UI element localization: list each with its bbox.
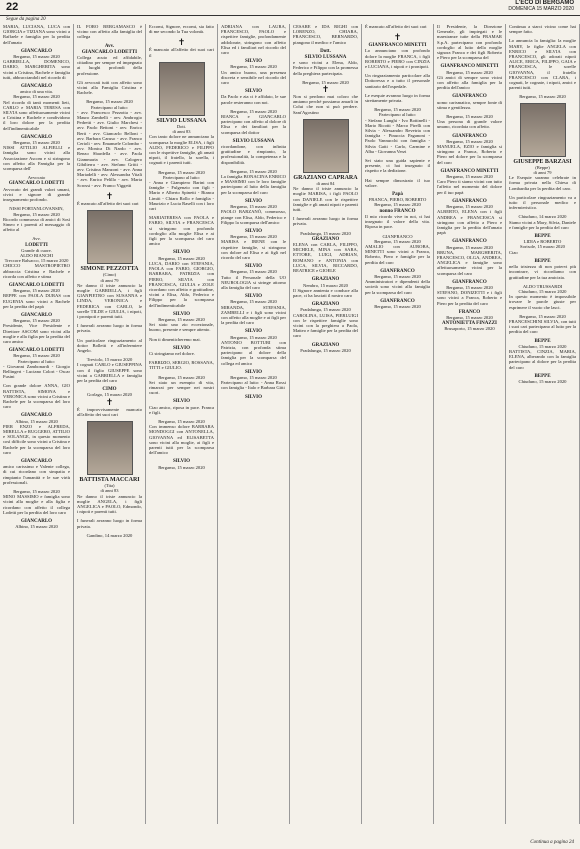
notice-name: GIANCARLO LODETTI [8,348,65,354]
notice-text: Eccomi, Signore, eccomi, sia fatto di me secondo la Tua volontà. [149,24,214,35]
notice-caption: Grande di cuore. [21,247,52,253]
notice-text: Lo annuncia la famiglia: la moglie MARY, le figlie ANGELA con ENRICO e SILVIA con FRANCESCO, gli adorati nipoti ALICE, ERICA, FILIPPO, GAIA e FRANCESCA, le sorelle GIOVANNA, il fratello FRANCESCO con CLARA, i cognati, le cognate, i nipoti, amici e parenti tutti. [509,38,576,91]
notice-caption: Bergamo, 15 marzo 2020 [13,489,60,495]
notice-caption: Brusaporto, 15 marzo 2020 [444,326,495,332]
notice-text: CESARE e IDA RIGHI con LORENZO, CHIARA, FRANCESCO, BERNARDO, piangono il medico e l'amico [293,24,358,45]
notice-name: SILVIO [172,399,191,405]
notice-text: MANUELA, EZIO e famiglia si stringono a Franca, Roberto e Piero nel dolore per la scomparsa del caro [437,144,502,165]
age-note: di anni 83 [172,129,191,135]
notice-text: Non ti dimenticheremo mai. [149,336,201,342]
notice-name: GIANFRANCO [380,268,415,274]
notice-text: Le Esequie saranno celebrate in forma privata nella Chiesa di Lombardia per la perdita del caro. [509,175,576,191]
cross-icon: ✝ [105,190,114,201]
portrait-photo [520,103,566,157]
nickname: (Tita) [104,483,115,489]
notice-caption: NISSI PORTANLOVANSIN, Bergamo, 15 marzo 2020 [9,206,64,217]
notice-caption: Chiuduno, 15 marzo 2020 [518,378,567,384]
column-6 [362,24,434,824]
notice-text: Non si perdono mai coloro che amiamo perché possiamo amarli in Colui che non si può perdere. Sant'Agostino [293,94,358,115]
notice-text: Hai sempre dimostrato il tuo valore. [365,177,430,188]
notice-text: MARIA, LUCIANA, LUCA con GIORGIA e TIZIANA sono vicini a Raffaele e famiglia per la perdita dell'amato [3,24,70,45]
obituary-photo-block [293,119,358,186]
obituary-photo-block [509,103,576,176]
notice-name: ANTONIETTA FINAZZI [442,321,497,327]
notice-name: SILVIO [244,294,263,300]
deceased-name: SIMONE PEZZOTTA [80,266,139,273]
cross-icon: ✝ [105,396,114,407]
notice-text: Ci stringiamo nel dolore. [149,350,195,356]
notice-name: SILVIO [244,59,263,65]
notice-name: SILVIO [172,250,191,256]
notice-caption: Bergamo, 15 marzo 2020 [230,269,277,275]
notice-text: - Stefano Lunghi - Ivo Bottinelli - Mario Ricotti - Marco Pirelli con Silvia - Alessandro Revetria con famiglia - Pinuccia Paganoni - Paolo Vannucchi con famiglia - Silvia Gatti - Carlo, Carmine e Alba - Giovanna Verzi [365,117,430,154]
notice-name: SILVIO [172,459,191,465]
notice-name: FRANCO [458,309,481,315]
notice-caption: Partecipano al lutto: [379,112,416,118]
notice-caption: Bergamo, 15 marzo 2020 [158,169,205,175]
notice-caption: Bergamo, 15 marzo 2020 [86,99,133,105]
notice-caption: amico di una vita. [20,89,53,95]
notice-name: GIANFRANCO [380,298,415,304]
notice-caption: Partecipano al lutto: [163,174,200,180]
continuation-bottom: Continua a pagina 24 [530,840,574,845]
age-note: di anni 83 [100,488,119,494]
notice-name: GIANCARLO [20,84,53,90]
notice-caption: Bergamo, 15 marzo 2020 [230,204,277,210]
page-header [0,0,580,16]
notice-caption: Albino, 15 marzo 2020 [15,418,58,424]
notice-caption: ALDO TRUSSARDI [522,283,563,289]
notice-name: GIANCARLO [20,459,53,465]
notice-text: - Anna e Giampiero Barini con famiglie - Fulgenzio con figli - Mario e Alberto Spinetti - Bianca Limiti - Chiara Rollo e famiglia - Maurizio e Lucia Raselli con i loro cari [149,180,214,212]
notice-name: SILVIO [244,369,263,375]
notice-name: SILVIO [244,329,263,335]
notice-text: MARISA e IRENE con le rispettive famiglie, si stringono con dolore ad Elisa e ai figli nel ricordo del caro [221,239,286,260]
notice-text: Avvocato dei grandi valori umani, civici e signore di grande insegnamento profondo. [3,186,70,203]
notice-caption: Bergamo, 15 marzo 2020 [230,374,277,380]
notice-text: ADRIANA con LAURA, FRANCESCO, PAOLO e rispettive famiglie, profondamente addolorate, stringono con affetto Elisa ed i familiari nel ricordo del caro [221,24,286,56]
notice-text: Il Presidente, la Direzione Generale, gli impiegati e le maestranze tutte della FRAMAR S.p.A. partecipano con profondo cordoglio al lutto della moglie signora Franca e dei figli Roberto e Piero per la scomparsa del [437,24,502,61]
notice-name: LODETTI [25,242,48,248]
notice-name: GIANFRANCO MINETTI [368,43,427,49]
continuation-top: Segue da pagina 20 [6,17,46,22]
notice-text: PAOLO BARZANÒ, commosso, piange con Elisa, Aldo, Federico e Filippo la scomparsa dell'amico [221,209,286,225]
notice-caption: Bergamo, 15 marzo 2020 [374,202,421,208]
notice-name: GRAZIANO [311,302,340,308]
notice-caption: Bergamo, 15 marzo 2020 [374,273,421,279]
notice-caption: Bergamo, 15 marzo 2020 [158,374,205,380]
notice-text: Gli avvocati tutti con affetto sono vicini alla Famiglia Cristina e Rachele. [77,79,142,96]
notice-caption: GIANFRANCO [382,233,413,239]
notice-text: MINO MASSIMO e famiglia sono vicini alla moglie e alla figlia e ricordano con affetto il collega Lodetti per la perdita del loro caro [3,494,70,515]
obituary-photo-block [77,421,142,494]
column-7 [434,24,506,824]
notice-caption: Chiuduno, 15 marzo 2020 [518,343,567,349]
notice-text: BEPPE con PAOLA DURAS con EUGENIA sono vicini a Rachele per la perdita del papà [3,293,70,309]
notice-caption: Bergamo, 15 marzo 2020 [158,464,205,470]
notice-caption: Bergamo, 15 marzo 2020 [446,314,493,320]
nickname: (Beppe) [535,164,550,170]
notice-text: Ricordo commosso di amici di Sosì Simeo e i parenti al messaggio di affetto al [3,216,70,233]
notice-text: Ciao amico, riposa in pace. Franca e figli. [149,404,214,415]
notice-caption: Bergamo, 15 marzo 2020 [230,64,277,70]
notice-text: Con immenso dolore BARBARA MONDOGGI con ANTONELLA, GIOVANNA ed ELISABETTA sono vicini alla moglie, ai figli e parenti tutti per la scomparsa dell'amico [149,424,214,456]
notice-text: È mancato all'affetto dei suoi cari [77,200,139,206]
notice-name: GIANFRANCO [452,133,487,139]
notice-caption: Bergamo, 15 marzo 2020 [13,353,60,359]
notice-name: nonno FRANCO [379,208,416,214]
notice-text: e sono vicini a Elena, Aldo, Federico e Filippo con la promessa della preghiera partecipata. [293,60,358,76]
column-8 [506,24,580,824]
notice-text: Gli amici di sempre sono vicini con affetto alla famiglia per la perdita dell'amico [437,74,502,91]
notice-text: AMALIO con AUROBA, MINETTI sono vicini a Franca, Roberto, Piero e famiglie per la perdita del caro [365,243,430,265]
notice-text: GABRIELLA, DOMENICO, DARIO, MARGHERITA sono vicini a Cristina, Rachele e famiglia tutti, abbracciandoli nel ricordo di [3,59,70,80]
notice-name: GIANFRANCO MINETTI [440,168,499,174]
notice-name: BEPPE [534,258,551,264]
notice-name: GIANCARLO LODETTI [8,181,65,187]
notice-caption: Bergamo, 15 marzo 2020 [13,54,60,60]
deceased-name: BATTISTA MACCARI [79,476,140,483]
notice-caption: Bergamo, 15 marzo 2020 [446,174,493,180]
notice-text: Ne danno il triste annuncio la moglie MARISA, i figli PAOLO con DANIELE con le rispettive famiglie e gli amati nipoti e parenti tutti. [293,186,358,213]
notice-caption: Sorisole, 15 marzo 2020 [520,244,565,250]
notice-text: Nel ricordo di tanti momenti lieti, CARLO e MARIA TERESA con SILVIA sono affettuosamente vicini a Cristina e Rachele e condividono il loro dolore per la perdita dell'indimenticabile [3,99,70,131]
notice-caption: Bergamo, 15 marzo 2020 [230,234,277,240]
notice-text: FRANCESCHINI SILVIA, con tutti i suoi cari partecipano al lutto per la perdita del caro [509,318,576,335]
notice-caption: Treccore Balsacco, 15 marzo 2020 [4,258,69,264]
notice-caption: Bergamo, 15 marzo 2020 [230,108,277,114]
nickname: (Cimo) [103,272,116,278]
notice-text: Una persona di grande valore umano, ricordata con affetto. [437,119,502,130]
notice-caption: Gandino, 14 marzo 2020 [86,532,133,538]
notice-caption: Bergamo, 15 marzo 2020 [13,140,60,146]
notice-text: LUCA, DARIO con STEFANIA, PAOLA con FABIO, GIORGIO, BARBARA, PATRIZIA con PIERO, SILVIA con FRANCESCA, GIULIA e ZOLE ricordano con affetto e gratitudine, vicini a Elisa, Aldo, Federico e Filippo per la scomparsa dell'indimenticabile [149,260,214,308]
notice-text: Partecipano al lutto: - Anna Rossi con famiglia - Italo e Barbara Gitti [221,380,286,391]
notice-text: BATTISTA, CINZIA, MARIA, ELENA, alberando con la famiglia partecipano al dolore per la perdita del caro [509,348,576,370]
notice-caption: Bergamo, 15 marzo 2020 [158,316,205,322]
notice-caption: Bergamo, 15 marzo 2020 [302,79,349,85]
cross-icon: ✝ [393,32,402,43]
notice-name: CIMO [102,387,117,393]
portrait-photo [87,421,133,475]
notice-text: FABRIZIO, SERGIO, ROSSANA, TITTI e GIULIO. [149,360,214,371]
notice-text: Sei stato una guida sapiente e presente, ci hai insegnato il rispetto e la dedizione. [365,158,430,174]
notice-name: GIANCARLO [20,312,53,318]
notice-caption: Avvocato [27,175,46,181]
notice-caption: Bergamo, 15 marzo 2020 [230,299,277,305]
notice-text: Il mio ricordo vive in noi, ci hai insegnato il valore della vita. Riposa in pace. [365,213,430,230]
notice-name: Avv. [104,43,115,49]
notice-text: Con tanto dolore ne annunciano la scomparsa la moglie ELISA, i figli ALDO, FEDERICO e FILIPPO con le rispettive famiglie, gli amati nipoti, il fratello, la sorella, i cognati e i parenti tutti. [149,134,214,166]
notice-caption: Bergamo, 15 marzo 2020 [374,107,421,113]
notice-text: Ne danno il triste annuncio la moglie ANGELA, i figli ANGELICA e PAOLO, Edmondo, i nipoti e parenti tutti. [77,493,142,515]
publication-name: L'ECO DI BERGAMO [515,0,574,6]
notice-name: SILVIO LUSSANA [232,138,275,144]
notice-text: Da Paolo e zia ci è affidato, le sue parole resteranno con noi. [221,94,286,105]
notice-text: Lo annunciano con profondo dolore la moglie FRANCA, i figli ROBERTO e PIERO con CINZIA e LUCIANA, i nipoti e i pronipoti. [365,48,430,70]
notice-text: Un ringraziamento particolare alla Dottoressa e a tutto il personale sanitario dell'ospedale. [365,73,430,89]
notice-name: BEPPE [534,338,551,344]
notice-caption: Bergamo, 15 marzo 2020 [230,168,277,174]
notice-caption: Bergamo, 15 marzo 2020 [13,94,60,100]
notice-caption: Bergamo, 15 marzo 2020 [446,204,493,210]
notice-caption: Bergamo, 15 marzo 2020 [519,313,566,319]
notice-text: Tutto il Personale della UO NEUROLOGIA si stringe attorno alla famiglia del caro [221,274,286,290]
notice-text: Amministratori e dipendenti della società sono vicini alla famiglia per la scomparsa del caro [365,279,430,295]
notice-text: nella tristezza di non potervi più incontrare, vi ricordiamo con gratitudine per la tua amicizia. [509,264,576,280]
notice-text: Caro Piero ti siamo vicini con tutto l'affetto nel momento del dolore per il tuo papà [437,179,502,195]
notice-name: GIANCARLO [20,413,53,419]
notice-text: In questo momento è impossibile trovare le parole giuste per esprimere il vuoto che lasci. [509,294,576,310]
column-3 [146,24,218,824]
notice-caption: LIDIA e ROBERTO [523,239,562,245]
notice-name: GIANFRANCO [452,198,487,204]
notice-name: GIANCARLO LODETTI [8,282,65,288]
notice-caption: Bergamo, 15 marzo 2020 [13,318,60,324]
age-note: di anni 79 [100,277,119,283]
deceased-name: GRAZIANO CAPRARA [293,174,358,181]
column-4 [218,24,290,824]
notice-caption: Bergamo, 15 marzo 2020 [446,69,493,75]
notice-text: - avv. Francesco Pezzotta - avv. Mauro Zambelli - avv. Ambrogio Pedretti - avv. Giulio Marchesi - avv. Paolo Bettoni - avv. Enrico Berti - avv. Giancarlo Belloni - avv. Barbara Caruso - avv. Franco Cerioli - avv. Emanuele Colombo - avv. Monica Di Nardo - avv. Renzo Sbardella - avv. Paola Giammaria - avv. Calogero Gibilterra - avv. Stefano Gritti - avv. Cristina Manzoni - avv. Anna Mariadelli - avv. Alessandra Vitali - avv. Enrico Pelillo - avv. Marta Scrossi - avv. Franco Viggetti [77,109,142,188]
notice-text: Il Signore annienta e conduce alla pace, ci ha lasciati il nostro caro [293,287,358,298]
notice-text: È improvvisamente mancato all'affetto dei suoi cari [77,406,142,417]
notice-text: CHICCO MASTROPIETRO abbraccia Cristina e Rachele e ricorda con affetto e stima [3,263,70,279]
notice-text: NISSI ATTILIO ALFIELLI e famiglia sono vicini alla Associazione Ascom e si stringono con affetto alla Famiglia per la scomparsa dell' [3,145,70,172]
notice-name: GIANCARLO [20,519,53,525]
notice-name: SILVIO [244,89,263,95]
notice-text: I funerali avranno luogo in forma privata. [77,323,142,334]
notice-name: SILVIO [244,394,263,400]
notice-caption: Chiuduno, 15 marzo 2020 [518,288,567,294]
notice-caption: Albino, 15 marzo 2020 [15,524,58,530]
notice-text: I funerali avranno luogo in forma privata. [293,216,358,227]
notice-caption: Pradalunga, 15 marzo 2020 [300,230,351,236]
notice-caption: Treviolo, 15 marzo 2020 [86,357,133,363]
deceased-name: GIUSEPPE BARZASI [513,158,572,165]
notice-caption: Avv. [32,236,41,242]
notice-text: ANTONIO BOTTURI con Patrizia, con profonda stima partecipano al dolore della famiglia per la scomparsa del collega ed amico [221,339,286,366]
notice-text: Siamo vicini a Mary, Silvia, Daniele e famiglie per la perdita del caro [509,219,576,230]
notice-caption: Bergamo, 15 marzo 2020 [446,244,493,250]
notice-text: Collega acuto ed affidabile, cittadino per sempre ed impegnato ai luoghi profondi della professione. [77,55,142,76]
notice-text: Ciao [509,249,518,255]
notice-name: Dott. [320,48,331,54]
notice-caption: Gorlago, 15 marzo 2020 [87,392,132,398]
notice-caption: Nembro, 15 marzo 2020 [303,282,348,288]
column-2 [74,24,146,824]
notice-name: SILVIO [244,198,263,204]
notice-name: GIANFRANCO [452,239,487,245]
notice-text: ELENA con CARLA, FILIPPO, MICHELE, MINA con SARA, ETTORE, LUIGI, ADRIAN, ROMANO e ANTONIA con LUCA, SILVIA, RICCARDO, BEATRICE e GIOELE [293,242,358,274]
notice-text: - Giovanni Zambonardi - Giorgio Bellingeri - Luciano Colori - Oscar Fusini [3,363,70,380]
deceased-name: SILVIO LUSSANA [156,117,207,124]
notice-caption: Pradalunga, 15 marzo 2020 [300,347,351,353]
notice-text: Sei stato un esempio di vita, rimarrai per sempre nei nostri cuori. [149,379,214,396]
notice-caption: Bergamo, 15 marzo 2020 [158,418,205,424]
notice-text: MIRANDA, STEFANIA, ZAMBELLI e i figli sono vicini con affetto alla moglie e ai figli per la perdita del caro [221,304,286,326]
publication-date: DOMENICA 15 MARZO 2020 [508,5,574,12]
notice-text: IL FORO BERGAMASCO è vicino con affetto alla famiglia del collega [77,24,142,40]
notice-name: GRAZIANO [311,236,340,242]
notice-name: GIANFRANCO [452,279,487,285]
notice-text: Presidente, Vice Presidente e Direttore ASCOM sono vicini alla moglie e alla figlia per la perdita del caro amico [3,323,70,344]
notice-text: È mancato all'affetto dei suoi cari [365,24,427,29]
notice-text: Con grande dolore ANNA, GIO BATTISTA, SIMONA e VERONICA sono vicini a Cristina e Rachele per la scomparsa del loro caro [3,383,70,410]
notice-name: SILVIO [172,311,191,317]
nickname: di anni 84 [316,181,335,187]
notice-text: uomo carismatico, sempre fonte di stima e gentilezza. [437,99,502,110]
cross-icon: ✝ [321,84,330,95]
notice-name: GIANCARLO [20,48,53,54]
notice-caption: Bergamo, 15 marzo 2020 [158,255,205,261]
nickname: Dott. [176,124,187,130]
notice-text: La famiglia BONACINA ENRICO e MASSIMO con le loro famiglie partecipano al lutto della famiglia per la scomparsa del caro [221,174,286,195]
notice-caption: Bergamo, 15 marzo 2020 [446,114,493,120]
portrait-photo [87,210,133,264]
notice-name: SILVIO [244,264,263,270]
column-5 [290,24,362,824]
notice-caption: Bergamo, 15 marzo 2020 [13,288,60,294]
obituary-photo-block [149,62,214,135]
notice-caption: Bergamo, 15 marzo 2020 [446,138,493,144]
notice-name: Papà [392,192,403,198]
notice-name: GIANFRANCO [452,94,487,100]
notice-text: ricordandone, con infinita gratitudine e rimpianto, la professionalità, la competenza e la disponibilità. [221,144,286,165]
notice-text: PIER ENZO e ALFREDA, MIRELLA e RUGGERO, ATTILIO e SOLANGE, in questo momento così difficile sono vicini a Cristina e Rachele per la scomparsa del loro caro [3,423,70,455]
portrait-photo [303,119,349,173]
publication-info [508,1,574,12]
notice-caption: FRANCA, PIERO, ROBERTO [368,197,427,203]
notice-caption: ALDO BIANCHI [19,252,54,258]
notice-text: BRUNA, MARGHERITA, FRANCESCO, OLGA, ANDREA, ANGELICA e famiglie sono affettuosamente vicini per la scomparsa del caro [437,249,502,276]
notice-caption: Bergamo, 15 marzo 2020 [519,94,566,100]
notice-name: GRAZIANO [311,277,340,283]
notice-text: Un amico buono, una presenza discreta e sensibile nel ricordo del caro [221,69,286,86]
notice-name: BEPPE [534,234,551,240]
notice-text: ALBERTO, ELENA con i figli ANDREA e FRANCESCA si stringono con affetto a Piero e famiglia per la perdita dell'amato papà [437,209,502,236]
notice-text: BIANCA e GIANCARLO partecipano con affetto al dolore di Elisa e dei familiari per la scomparsa del dottor [221,114,286,135]
notice-name: SILVIO LUSSANA [304,55,347,61]
notice-text: Un particolare ringraziamento al dottor Bolletti e all'infermiere Angelo. [77,337,142,353]
notice-caption: Bergamo, 15 marzo 2020 [374,238,421,244]
notice-name: SILVIO [244,228,263,234]
notice-text: Un particolare ringraziamento va a tutto il personale medico e infermieristico. [509,194,576,211]
notice-text: Ne danno il triste annuncio la moglie GABRIELLA, i figli GIANPIETRO con SUSANNA e LINDA, VERONICA e FEDERICA con CARLO, le sorelle TILDE e GIULIA, i nipoti, i pronipoti e parenti tutti. [77,282,142,319]
notice-text: I cognati CARLO e GIUSEPPINA con il figlio GIUSEPPE sono vicini a GABRIELLA e famiglia per la perdita del caro [77,362,142,383]
notice-name: SILVIO [172,345,191,351]
notice-text: È mancato all'affetto dei suoi cari il [149,47,214,58]
notice-name: GIANCARLO [20,134,53,140]
obituary-photo-block [77,210,142,283]
notice-text: STEFANO, DONIZETTI e i figli sono vicini a Franca, Roberto e Piero per la perdita del caro [437,290,502,306]
notice-text: MARIATERESA con PAOLA e FABIO, SILVIA e FRANCESCA si stringono con profondo cordoglio alla moglie Elisa e ai figli per la scomparsa del caro amico [149,215,214,247]
notice-text: Sei stato uno zio eccezionale, buono, presente e sempre attento. [149,322,214,333]
notice-caption: Chiuduno, 14 marzo 2020 [518,214,567,220]
cross-icon: ✝ [177,37,186,48]
notice-text: Le esequie avranno luogo in forma strettamente privata. [365,92,430,104]
portrait-photo [159,62,205,116]
notice-caption: Bergamo, 15 marzo 2020 [374,303,421,309]
notice-text: CAROLINA, LUISA, PIERLUIGI con le rispettive famiglie sono vicini con la preghiera a Paola, Matteo e famiglie per la perdita del caro [293,312,358,339]
notice-name: BEPPE [534,373,551,379]
notice-caption: Bergamo, 15 marzo 2020 [446,284,493,290]
column-1 [0,24,74,824]
notice-caption: Bergamo, 15 marzo 2020 [230,334,277,340]
notice-text: amico carissimo e Valente collega, di cui ricordano con simpatia e rimpianto l'umanità e le sue virtù professionali. [3,464,70,485]
notice-caption: Partecipano al lutto: [91,104,128,110]
notice-text: Continua a starci vicino come hai sempre fatto. [509,24,576,35]
notice-name: GIANFRANCO MINETTI [440,64,499,70]
notice-caption: Pradalunga, 15 marzo 2020 [300,307,351,313]
notice-text: I funerali avranno luogo in forma privata. [77,518,142,529]
age-note: di anni 79 [533,170,552,176]
notice-name: GRAZIANO [311,342,340,348]
notice-name: GIANCARLO LODETTI [81,49,138,55]
notice-caption: Partecipano al lutto: [18,358,55,364]
page-number: 22 [6,1,19,13]
